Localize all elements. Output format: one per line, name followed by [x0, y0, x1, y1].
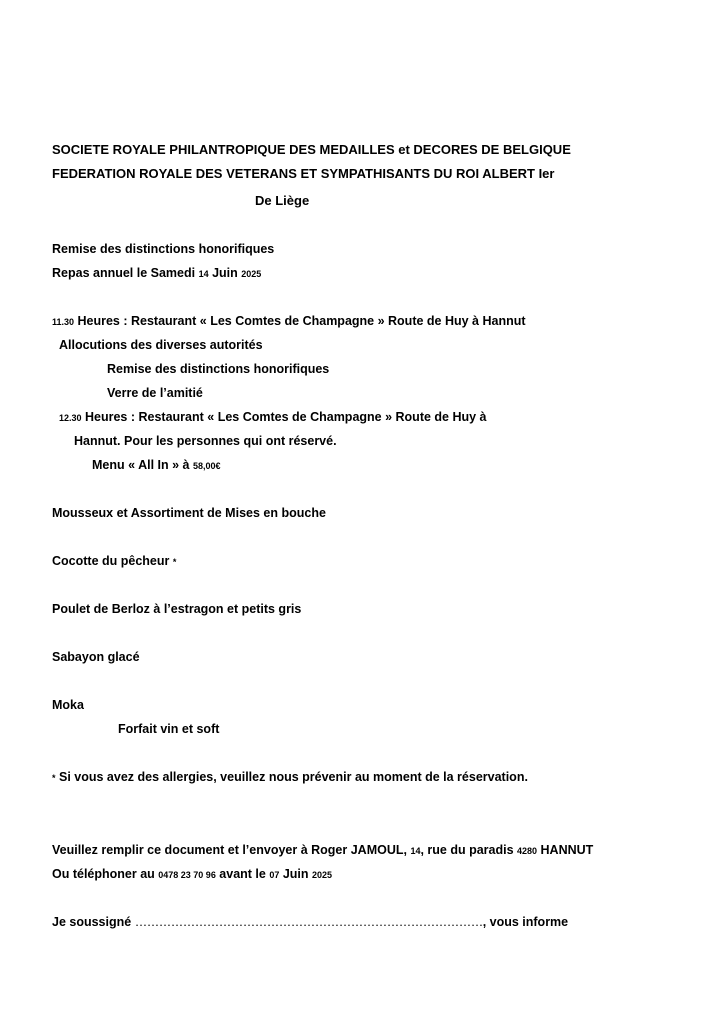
contact-deadline-label: avant le [215, 867, 270, 881]
program-text-2: Heures : Restaurant « Les Comtes de Champagne » Route de Huy à [81, 410, 487, 424]
intro-line-annual-meal [52, 265, 261, 282]
contact-phone-number: 0478 23 70 96 [158, 870, 216, 880]
program-text-1: Heures : Restaurant « Les Comtes de Champagne » Route de Huy à Hannut [74, 314, 526, 328]
menu-price-line [92, 457, 220, 474]
menu-label: Menu « All In » à [92, 458, 193, 472]
menu-price: 58,00€ [192, 461, 221, 471]
allergy-asterisk: * [172, 557, 177, 567]
contact-deadline-month: Juin [279, 867, 312, 881]
signature-suffix: , vous informe [482, 915, 569, 929]
contact-deadline-day: 07 [269, 870, 280, 880]
allergy-note-text: Si vous avez des allergies, veuillez nous prévenir au moment de la réservation. [55, 770, 528, 784]
location-title: De Liège [255, 193, 310, 208]
contact-phone-line [52, 866, 332, 883]
menu-course-coffee: Moka [52, 698, 84, 712]
program-item-1 [52, 313, 526, 330]
menu-course-fish [52, 553, 176, 570]
contact-street: , rue du paradis [420, 843, 518, 857]
meal-date-day: 14 [198, 269, 209, 279]
menu-drinks-package: Forfait vin et soft [118, 722, 220, 736]
contact-city: HANNUT [537, 843, 594, 857]
contact-deadline-year: 2025 [312, 870, 333, 880]
menu-course-appetizer: Mousseux et Assortiment de Mises en bouche [52, 506, 326, 520]
federation-title: FEDERATION ROYALE DES VETERANS ET SYMPATHISANTS DU ROI ALBERT Ier [52, 166, 555, 181]
contact-phone-label: Ou téléphoner au [52, 867, 159, 881]
program-item-2 [59, 409, 487, 426]
signature-label: Je soussigné [52, 915, 135, 929]
contact-street-number: 14 [410, 846, 421, 856]
contact-address-line [52, 842, 593, 859]
annual-meal-label: Repas annuel le Samedi [52, 266, 199, 280]
contact-postal-code: 4280 [517, 846, 538, 856]
menu-course-fish-label: Cocotte du pêcheur [52, 554, 170, 568]
organization-title: SOCIETE ROYALE PHILANTROPIQUE DES MEDAILLES et DECORES DE BELGIQUE [52, 142, 571, 157]
program-item-2-continuation: Hannut. Pour les personnes qui ont réservé. [74, 434, 337, 448]
signature-blank-field[interactable]: …………………………………………………………………………… [134, 915, 483, 929]
contact-instruction: Veuillez remplir ce document et l’envoyer à Roger JAMOUL, [52, 843, 411, 857]
program-item-1-allocutions: Allocutions des diverses autorités [59, 338, 263, 352]
intro-line-distinctions: Remise des distinctions honorifiques [52, 242, 275, 256]
program-time-2: 12.30 [59, 413, 82, 423]
meal-date-month: Juin [208, 266, 242, 280]
menu-course-dessert: Sabayon glacé [52, 650, 140, 664]
program-item-1-friendship-drink: Verre de l’amitié [107, 386, 203, 400]
signature-line [52, 914, 568, 930]
allergy-note-asterisk: * [52, 773, 56, 783]
menu-course-main: Poulet de Berloz à l’estragon et petits gris [52, 602, 302, 616]
program-time-1: 11.30 [52, 317, 75, 327]
allergy-note [52, 769, 528, 786]
program-item-1-distinctions: Remise des distinctions honorifiques [107, 362, 330, 376]
meal-date-year: 2025 [241, 269, 262, 279]
